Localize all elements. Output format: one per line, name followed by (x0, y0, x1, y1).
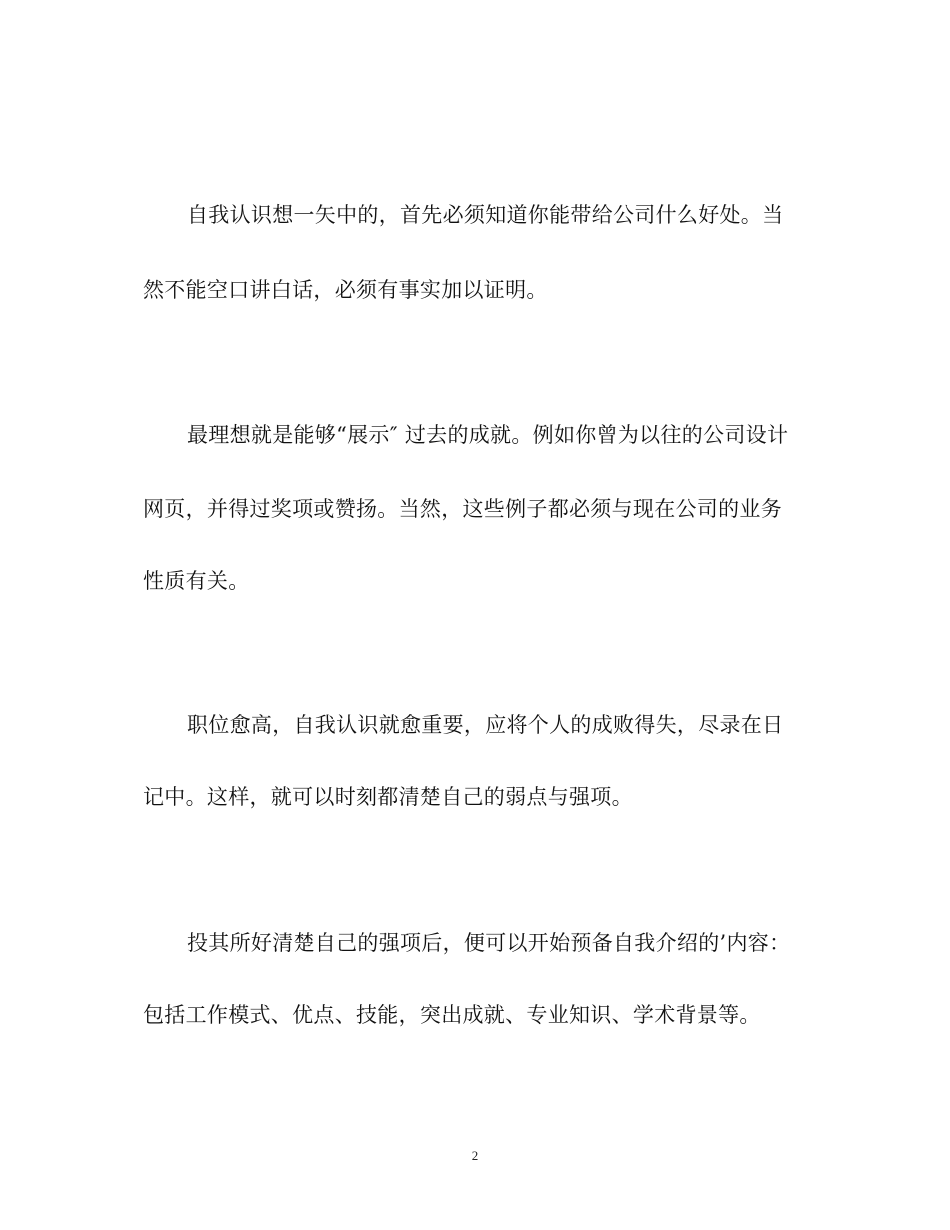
paragraph-2-line-3: 性质有关。 (143, 569, 250, 593)
paragraph-4-line-1: 投其所好清楚自己的强项后，便可以开始预备自我介绍的’内容： (187, 931, 791, 955)
paragraph-2-line-1: 最理想就是能够“展示″ 过去的成就。例如你曾为以往的公司设计 (187, 423, 789, 447)
paragraph-3-line-2: 记中。这样，就可以时刻都清楚自己的弱点与强项。 (143, 785, 633, 809)
paragraph-1-line-1: 自我认识想一矢中的，首先必须知道你能带给公司什么好处。当 (187, 203, 784, 227)
paragraph-4-line-2: 包括工作模式、优点、技能，突出成就、专业知识、学术背景等。 (143, 1003, 761, 1027)
paragraph-1-line-2: 然不能空口讲白话，必须有事实加以证明。 (143, 278, 548, 302)
paragraph-2-line-2: 网页，并得过奖项或赞扬。当然，这些例子都必须与现在公司的业务 (143, 497, 782, 521)
page-number: 2 (471, 1148, 479, 1163)
paragraph-3-line-1: 职位愈高，自我认识就愈重要，应将个人的成败得失，尽录在日 (187, 713, 784, 737)
